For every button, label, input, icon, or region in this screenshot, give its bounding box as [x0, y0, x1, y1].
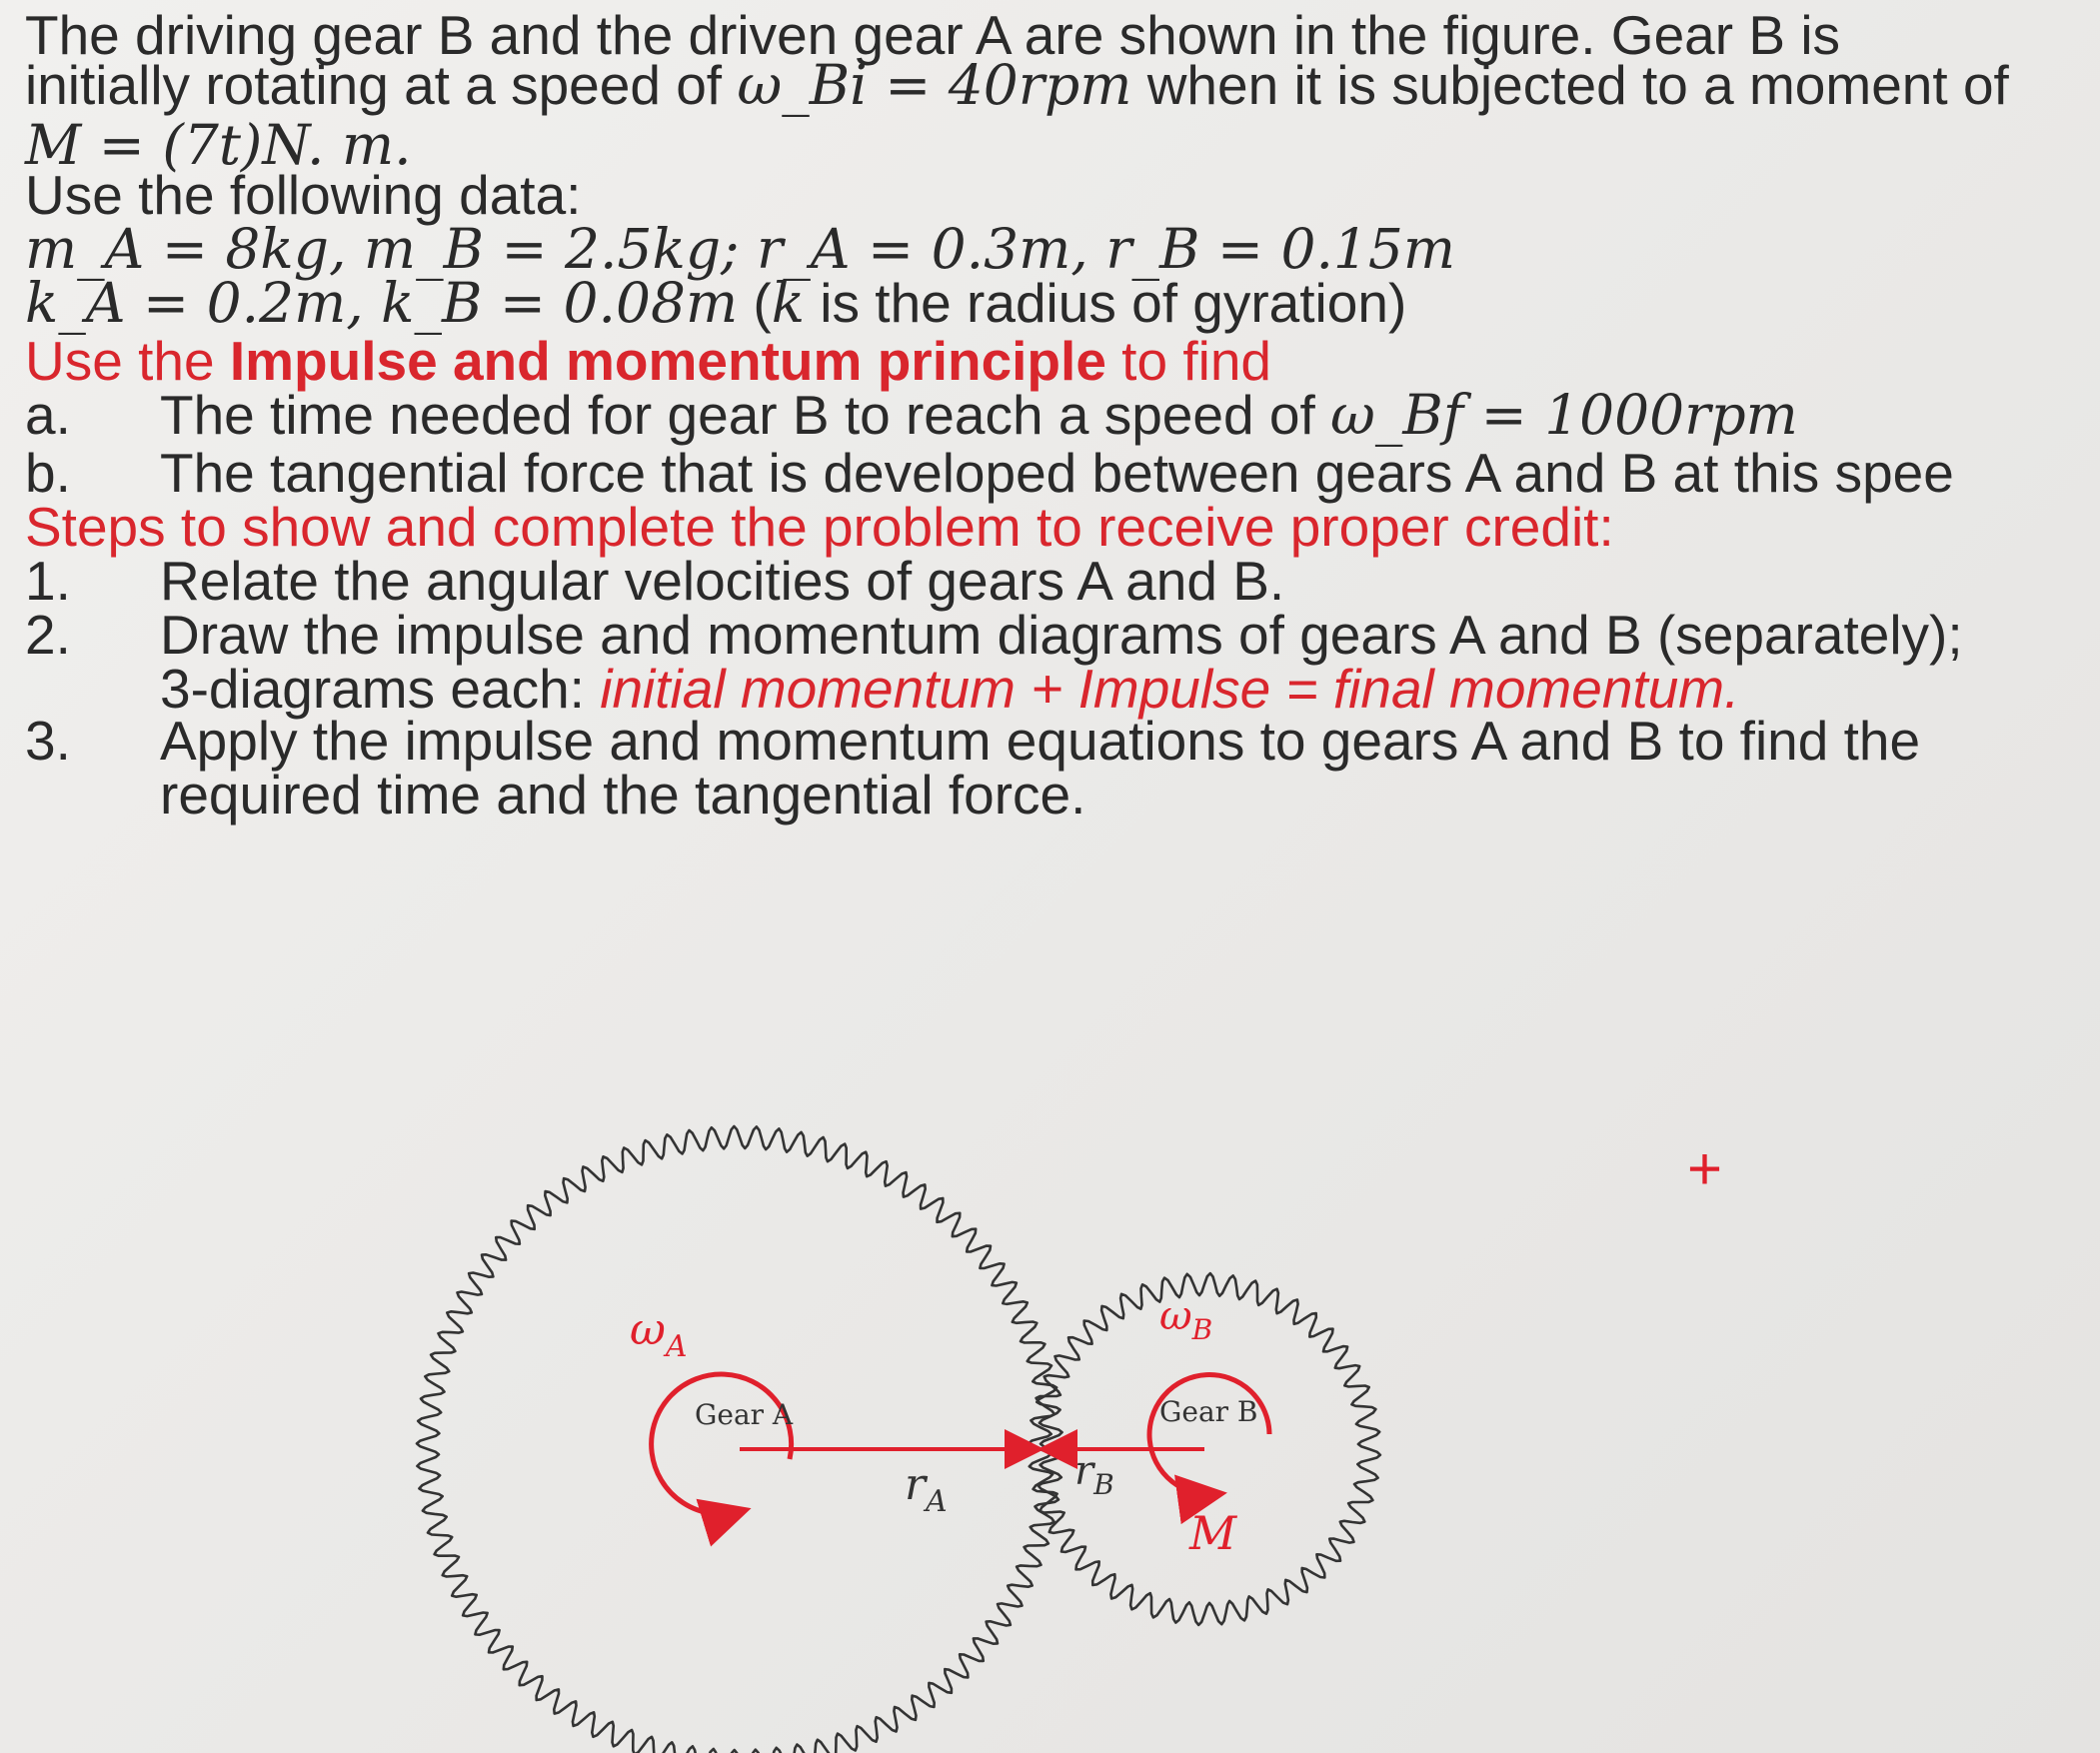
gear-a-label: Gear A [695, 1398, 794, 1431]
step-3-cont-text: required time and the tangential force. [160, 764, 1086, 826]
mass-radius-data: m_A = 8kg, m_B = 2.5kg; r_A = 0.3m, r_B = 0.15m [25, 217, 1456, 281]
question-b-text: The tangential force that is developed between gears A and B at this spee [160, 442, 1954, 504]
gyration-paren: ( [738, 272, 772, 334]
question-a-text: The time needed for gear B to reach a speed of [160, 384, 1331, 446]
moment-equation: M = (7t)N. m. [25, 113, 412, 177]
principle-bold: Impulse and momentum principle [229, 330, 1106, 392]
problem-text-2: initially rotating at a speed of [25, 54, 738, 116]
steps-heading-text: Steps to show and complete the problem to receive proper credit: [25, 496, 1614, 558]
omega-a-label: $\omega_A$ [630, 1304, 688, 1364]
omega-a-arrow [652, 1374, 792, 1514]
omega-bi-equation: ω_Bi = 40rpm [737, 53, 1132, 117]
step-2-marker: 2. [25, 604, 71, 666]
question-b-marker: b. [25, 442, 71, 504]
step-1-marker: 1. [25, 550, 71, 612]
gyration-note: is the radius of gyration) [805, 272, 1407, 334]
omega-b-label: $\omega_B$ [1159, 1293, 1213, 1346]
step-1-text: Relate the angular velocities of gears A and B. [160, 550, 1285, 612]
omega-b-arrow [1149, 1375, 1269, 1495]
gear-b-label: Gear B [1159, 1395, 1258, 1428]
radius-b-label: $r_B$ [1074, 1448, 1114, 1501]
radius-a-label: $r_A$ [905, 1459, 948, 1519]
step-3-marker: 3. [25, 710, 71, 772]
step-3-text: Apply the impulse and momentum equations to gears A and B to find the [160, 710, 1921, 772]
principle-suffix: to find [1105, 330, 1272, 392]
omega-bf-equation: ω_Bf = 1000rpm [1330, 383, 1798, 447]
step-2-cont-text: 3-diagrams each: [160, 658, 601, 720]
step-2-text: Draw the impulse and momentum diagrams of gears A and B (separately); [160, 604, 1963, 666]
principle-prefix: Use the [25, 330, 230, 392]
data-heading: Use the following data: [25, 164, 582, 226]
question-a-marker: a. [25, 384, 71, 446]
gear-a-teeth [417, 1126, 1062, 1753]
plus-icon: + [1687, 1135, 1723, 1202]
step-2-equation: initial momentum + Impulse = final momentum. [600, 658, 1740, 720]
problem-text-2b: when it is subjected to a moment of [1131, 54, 2009, 116]
gyration-data: k_A = 0.2m, k_B = 0.08m [25, 271, 739, 335]
problem-text-1: The driving gear B and the driven gear A are shown in the figure. Gear B is [25, 4, 1841, 66]
moment-label: M [1189, 1506, 1237, 1560]
gyration-k: k [771, 271, 806, 335]
